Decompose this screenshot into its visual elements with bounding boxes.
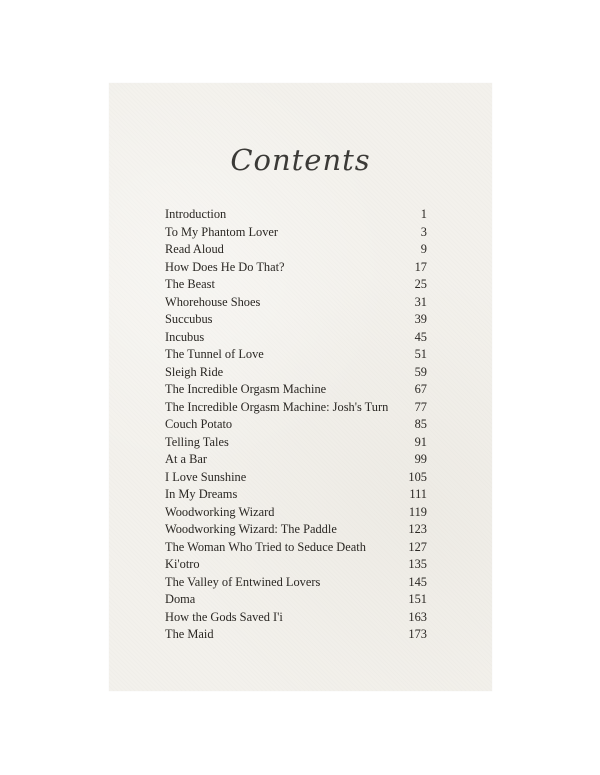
toc-entry-page: 9 bbox=[420, 242, 427, 256]
toc-entry-page: 85 bbox=[414, 417, 427, 431]
toc-entry bbox=[165, 451, 427, 469]
toc-entry-title: At a Bar bbox=[165, 452, 207, 466]
toc-entry bbox=[165, 591, 427, 609]
toc-entry bbox=[165, 574, 427, 592]
toc-entry-page: 135 bbox=[408, 557, 427, 571]
toc-entry-page: 173 bbox=[408, 627, 427, 641]
toc-entry-title: The Maid bbox=[165, 627, 214, 641]
toc-entry-page: 39 bbox=[414, 312, 427, 326]
table-of-contents bbox=[165, 206, 427, 644]
toc-entry bbox=[165, 556, 427, 574]
toc-entry-title: To My Phantom Lover bbox=[165, 224, 279, 239]
toc-entry-title: I Love Sunshine bbox=[165, 469, 247, 484]
toc-entry bbox=[165, 434, 427, 452]
toc-entry-title: How Does He Do That? bbox=[165, 259, 285, 274]
toc-entry-page: 127 bbox=[408, 539, 427, 554]
book-page bbox=[109, 83, 492, 691]
toc-entry bbox=[165, 486, 427, 504]
toc-entry-page: 145 bbox=[408, 574, 427, 589]
toc-entry bbox=[165, 311, 427, 329]
toc-entry bbox=[165, 346, 427, 364]
toc-entry bbox=[165, 364, 427, 382]
toc-entry-page: 151 bbox=[408, 592, 427, 606]
toc-entry-title: How the Gods Saved I'i bbox=[165, 609, 283, 624]
toc-entry-page: 59 bbox=[414, 364, 427, 379]
toc-entry-page: 111 bbox=[409, 487, 427, 501]
toc-entry-title: The Incredible Orgasm Machine: Josh's Turn bbox=[165, 399, 389, 414]
toc-entry bbox=[165, 609, 427, 627]
toc-entry-title: The Woman Who Tried to Seduce Death bbox=[165, 539, 366, 554]
toc-entry bbox=[165, 294, 427, 312]
toc-entry bbox=[165, 504, 427, 522]
toc-entry bbox=[165, 329, 427, 347]
page-title: Contents bbox=[230, 143, 371, 177]
toc-entry-page: 77 bbox=[414, 399, 427, 414]
toc-entry-title: Introduction bbox=[165, 207, 227, 221]
toc-entry bbox=[165, 521, 427, 539]
toc-entry-title: Couch Potato bbox=[165, 417, 233, 431]
toc-entry-title: Woodworking Wizard: The Paddle bbox=[165, 522, 337, 536]
toc-entry-page: 105 bbox=[408, 469, 427, 484]
toc-entry-title: In My Dreams bbox=[165, 487, 238, 501]
toc-entry-title: Telling Tales bbox=[165, 434, 229, 449]
toc-entry-page: 119 bbox=[408, 504, 427, 519]
toc-entry bbox=[165, 241, 427, 259]
toc-entry bbox=[165, 381, 427, 399]
toc-entry-title: The Beast bbox=[165, 277, 215, 291]
toc-entry-page: 31 bbox=[414, 294, 427, 309]
toc-entry-page: 163 bbox=[408, 609, 427, 624]
toc-entry-page: 25 bbox=[414, 277, 427, 291]
toc-entry bbox=[165, 469, 427, 487]
toc-entry-title: The Valley of Entwined Lovers bbox=[165, 574, 321, 589]
toc-entry-title: Sleigh Ride bbox=[165, 364, 224, 379]
toc-entry-title: Incubus bbox=[165, 329, 205, 344]
toc-entry-title: Whorehouse Shoes bbox=[165, 294, 261, 309]
toc-entry bbox=[165, 259, 427, 277]
toc-entry-page: 17 bbox=[414, 259, 427, 274]
toc-entry bbox=[165, 224, 427, 242]
toc-entry-title: Woodworking Wizard bbox=[165, 504, 275, 519]
toc-entry bbox=[165, 626, 427, 644]
toc-entry bbox=[165, 206, 427, 224]
toc-entry-page: 123 bbox=[408, 522, 427, 536]
toc-entry-page: 91 bbox=[414, 434, 427, 449]
toc-entry bbox=[165, 539, 427, 557]
toc-entry-title: Doma bbox=[165, 592, 196, 606]
toc-entry-page: 67 bbox=[414, 382, 427, 396]
toc-entry-title: Succubus bbox=[165, 312, 213, 326]
toc-entry-title: The Tunnel of Love bbox=[165, 347, 264, 361]
toc-entry-page: 1 bbox=[420, 207, 427, 221]
toc-entry bbox=[165, 276, 427, 294]
toc-entry-page: 99 bbox=[414, 452, 427, 466]
toc-entry-page: 45 bbox=[414, 329, 427, 344]
toc-entry-page: 3 bbox=[420, 224, 427, 239]
toc-entry-title: The Incredible Orgasm Machine bbox=[165, 382, 327, 396]
toc-entry-title: Read Aloud bbox=[165, 242, 224, 256]
toc-entry bbox=[165, 416, 427, 434]
toc-entry-page: 51 bbox=[414, 347, 427, 361]
toc-entry-title: Ki'otro bbox=[165, 557, 200, 571]
toc-entry bbox=[165, 399, 427, 417]
